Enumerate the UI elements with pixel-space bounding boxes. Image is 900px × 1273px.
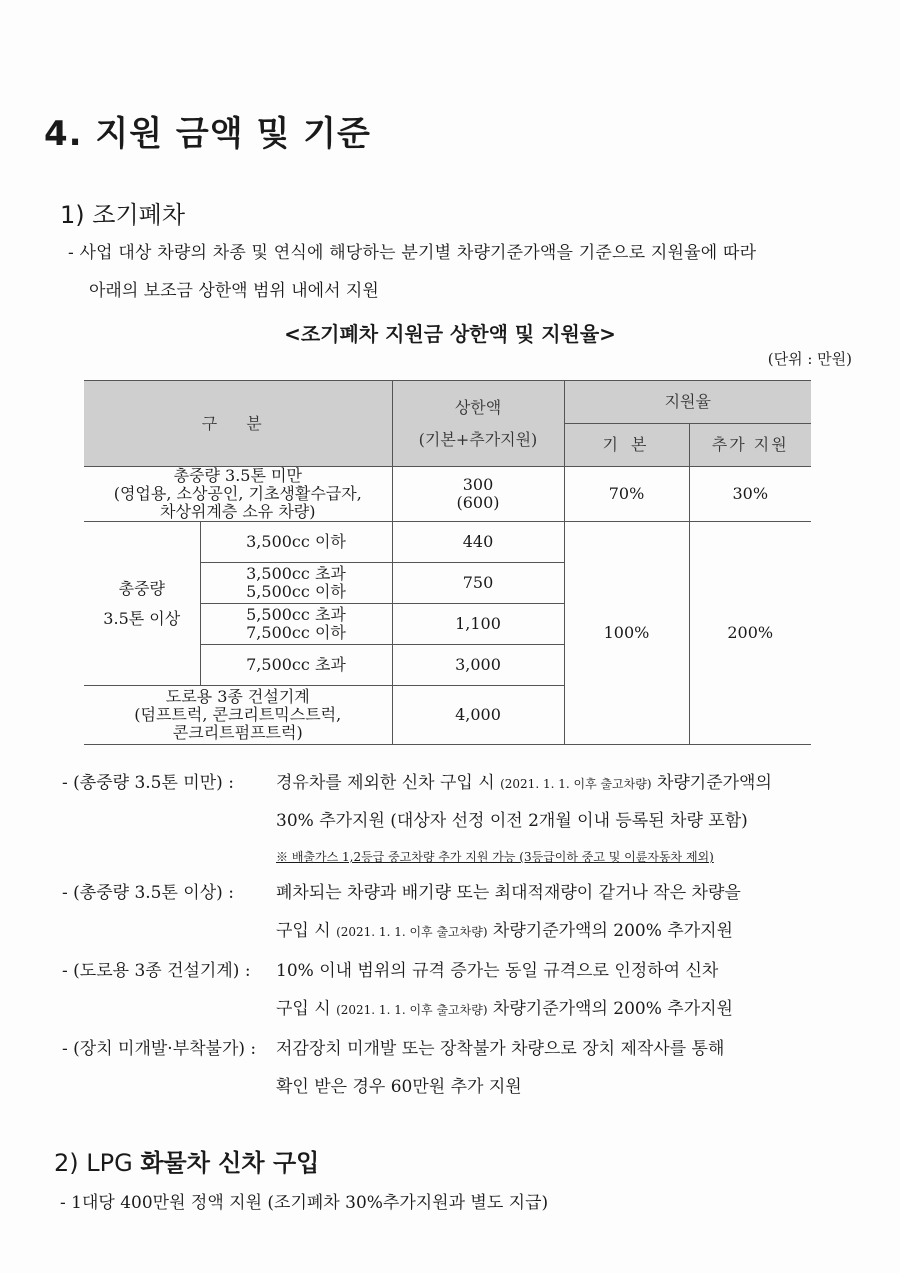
note2-line2-tail: 차량기준가액의 200% 추가지원 xyxy=(492,921,733,941)
note1-remark: ※ 배출가스 1,2등급 중고차량 추가 지원 가능 (3등급이하 중고 및 이륜자동차 제외) xyxy=(276,850,714,864)
page-title: 4. 지원 금액 및 기준 xyxy=(44,114,371,154)
note3-line2-tail: 차량기준가액의 200% 추가지원 xyxy=(492,999,733,1019)
sub-row-3-label-line1: 5,500cc 초과 xyxy=(246,605,346,624)
header-limit-line2: (기본+추가지원) xyxy=(418,429,538,449)
note3-label: - (도로용 3종 건설기계) : xyxy=(62,961,251,981)
construction-label-line3: 콘크리트펌프트럭) xyxy=(172,723,303,742)
unit-label: (단위 : 만원) xyxy=(767,350,852,368)
note1-line2: 30% 추가지원 (대상자 선정 이전 2개월 이내 등록된 차량 포함) xyxy=(276,811,748,831)
section2-heading-prefix: 2) LPG xyxy=(54,1149,133,1177)
subsidy-table xyxy=(84,380,811,745)
note1-label: - (총중량 3.5톤 미만) : xyxy=(62,773,234,793)
row-under-extra: 30% xyxy=(689,467,811,522)
construction-label-line2: (덤프트럭, 콘크리트믹스트럭, xyxy=(134,705,342,724)
header-limit-line1: 상한액 xyxy=(454,397,502,417)
note3-line2-date: (2021. 1. 1. 이후 출고차량) xyxy=(336,1003,488,1017)
row-under-label-line1: 총중량 3.5톤 미만 xyxy=(173,466,302,485)
section1-heading: 1) 조기폐차 xyxy=(60,201,185,229)
row-under-limit xyxy=(392,467,564,522)
sub-row-2-label-line2: 5,500cc 이하 xyxy=(246,582,346,601)
note2-label: - (총중량 3.5톤 이상) : xyxy=(62,883,234,903)
header-basic: 기 본 xyxy=(564,424,689,467)
sub-row-4-label: 7,500cc 초과 xyxy=(200,645,392,686)
sub-row-3-label xyxy=(200,604,392,645)
section2-line1: - 1대당 400만원 정액 지원 (조기폐차 30%추가지원과 별도 지급) xyxy=(60,1193,549,1213)
note3-line2 xyxy=(276,994,733,1019)
note2-line2 xyxy=(276,916,733,941)
note1-line1-tail: 차량기준가액의 xyxy=(656,773,772,793)
table-caption: <조기폐차 지원금 상한액 및 지원율> xyxy=(284,322,616,346)
header-rate: 지원율 xyxy=(564,381,811,424)
note1-line1 xyxy=(276,768,772,793)
sub-row-4-limit: 3,000 xyxy=(392,645,564,686)
row-under-3.5t-label xyxy=(84,467,392,522)
note3-line1: 10% 이내 범위의 규격 증가는 동일 규격으로 인정하여 신차 xyxy=(276,961,719,981)
note2-line2-date: (2021. 1. 1. 이후 출고차량) xyxy=(336,925,488,939)
group-label-line1: 총중량 xyxy=(118,578,165,598)
section2-heading xyxy=(54,1143,319,1178)
row-under-label-line2: (영업용, 소상공인, 기초생활수급자, xyxy=(113,484,362,503)
header-limit xyxy=(392,381,564,467)
construction-label xyxy=(84,686,392,745)
group-label-line2: 3.5톤 이상 xyxy=(103,608,181,628)
sub-row-1-label: 3,500cc 이하 xyxy=(200,522,392,563)
group-over-3.5t-label xyxy=(84,522,200,686)
row-under-basic: 70% xyxy=(564,467,689,522)
sub-row-1-limit: 440 xyxy=(392,522,564,563)
section1-intro-line2: 아래의 보조금 상한액 범위 내에서 지원 xyxy=(89,281,379,301)
group-extra: 200% xyxy=(689,522,811,745)
note4-line2: 확인 받은 경우 60만원 추가 지원 xyxy=(276,1077,522,1097)
note4-label: - (장치 미개발·부착불가) : xyxy=(62,1039,257,1059)
note4-line1: 저감장치 미개발 또는 장착불가 차량으로 장치 제작사를 통해 xyxy=(276,1039,725,1059)
construction-label-line1: 도로용 3종 건설기계 xyxy=(165,687,310,706)
sub-row-2-label xyxy=(200,563,392,604)
note2-line1: 폐차되는 차량과 배기량 또는 최대적재량이 같거나 작은 차량을 xyxy=(276,883,741,903)
construction-limit: 4,000 xyxy=(392,686,564,745)
row-under-label-line3: 차상위계층 소유 차량) xyxy=(159,502,316,521)
sub-row-3-limit: 1,100 xyxy=(392,604,564,645)
note2-line2-text: 구입 시 xyxy=(276,921,331,941)
group-basic: 100% xyxy=(564,522,689,745)
note3-line2-text: 구입 시 xyxy=(276,999,331,1019)
note1-line1-text: 경유차를 제외한 신차 구입 시 xyxy=(276,773,495,793)
row-under-limit-total: (600) xyxy=(456,493,500,512)
section2-heading-rest: 화물차 신차 구입 xyxy=(140,1149,320,1177)
row-under-limit-value: 300 xyxy=(462,475,494,494)
header-category: 구 분 xyxy=(84,381,392,467)
header-extra: 추가 지원 xyxy=(689,424,811,467)
sub-row-2-limit: 750 xyxy=(392,563,564,604)
sub-row-3-label-line2: 7,500cc 이하 xyxy=(246,623,346,642)
note1-line1-date: (2021. 1. 1. 이후 출고차량) xyxy=(500,777,652,791)
section1-intro-line1: - 사업 대상 차량의 차종 및 연식에 해당하는 분기별 차량기준가액을 기준으로 지원율에 따라 xyxy=(68,243,757,263)
sub-row-2-label-line1: 3,500cc 초과 xyxy=(246,564,346,583)
